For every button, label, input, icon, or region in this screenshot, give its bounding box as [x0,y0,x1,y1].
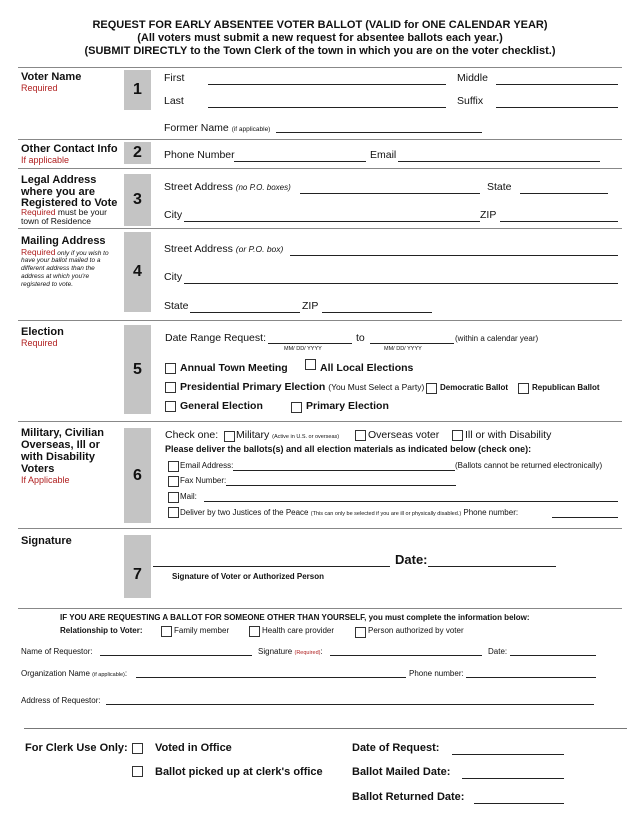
middle-label: Middle [457,72,488,84]
mail-delivery-field[interactable] [204,501,618,502]
required-label: Required [21,338,58,348]
annual-town-meeting-label: Annual Town Meeting [180,362,288,374]
mail-delivery-label: Mail: [180,492,197,501]
presidential-primary-checkbox[interactable] [165,382,176,393]
legal-state-field[interactable] [520,193,608,194]
city-label: City [164,271,183,283]
section-title: Voter Name [21,71,82,83]
phone-field[interactable] [234,161,366,162]
overseas-voter-checkbox[interactable] [355,430,366,441]
date-format-hint: MM/ DD/ YYYY [384,346,422,352]
last-name-field[interactable] [208,107,446,108]
divider [24,728,627,729]
justices-phone-label: Phone number: [463,508,519,517]
justices-text: Deliver by two Justices of the Peace [180,508,309,517]
section-title: with Disability [21,451,95,463]
republican-ballot-checkbox[interactable] [518,383,529,394]
street-text: Street Address [164,243,233,255]
section-number: 5 [124,325,151,414]
voter-signature-field[interactable] [153,566,390,567]
mailing-city-field[interactable] [184,283,618,284]
organization-label [21,669,127,678]
date-format-hint: MM/ DD/ YYYY [284,346,322,352]
family-member-checkbox[interactable] [161,626,172,637]
justices-delivery-label [180,508,518,517]
section-number: 3 [124,174,151,226]
section-title: Overseas, Ill or [21,439,100,451]
ill-disability-checkbox[interactable] [452,430,463,441]
street-note: (or P.O. box) [235,244,284,254]
street-label [164,181,291,193]
primary-election-label: Primary Election [306,400,389,412]
health-care-provider-checkbox[interactable] [249,626,260,637]
section-number [124,535,151,598]
org-note: (if applicable) [92,672,125,678]
ballot-picked-up-checkbox[interactable] [132,766,143,777]
requestor-name-label: Name of Requestor: [21,647,93,656]
legal-zip-field[interactable] [500,221,618,222]
requestor-heading: IF YOU ARE REQUESTING A BALLOT FOR SOMEONE OTHER THAN YOURSELF, you must complete the information below: [60,613,530,622]
health-care-provider-label: Health care provider [262,626,335,635]
overseas-voter-label: Overseas voter [368,429,440,441]
justices-phone-field[interactable] [552,517,618,518]
requestor-address-field[interactable] [106,704,594,705]
colon: : [320,647,323,656]
date-of-request-field[interactable] [452,754,564,755]
requestor-phone-label: Phone number: [409,669,464,678]
section-note [21,247,109,257]
note-text: address at which you're [21,273,90,280]
form-subtitle: (All voters must submit a new request for absentee ballots each year.) [137,32,503,44]
relationship-label: Relationship to Voter: [60,626,143,635]
colon: : [124,669,128,678]
justices-delivery-checkbox[interactable] [168,507,179,518]
divider [18,67,622,68]
date-of-request-label: Date of Request: [352,742,440,754]
family-member-label: Family member [174,626,230,635]
section-title: Other Contact Info [21,143,118,155]
party-note: (You Must Select a Party) [328,382,425,392]
mailing-street-field[interactable] [290,255,618,256]
ill-disability-label: Ill or with Disability [465,429,552,441]
street-label [164,243,283,255]
military-checkbox[interactable] [224,431,235,442]
within-year-note: (within a calendar year) [455,334,539,343]
general-election-label: General Election [180,400,263,412]
section-title: Election [21,326,64,338]
democratic-ballot-label: Democratic Ballot [440,383,509,392]
signature-date-field[interactable] [428,566,556,567]
fax-delivery-label: Fax Number: [180,476,227,485]
republican-ballot-label: Republican Ballot [532,383,600,392]
military-label [236,429,339,441]
military-note: (Active in U.S. or overseas) [272,434,340,440]
fax-delivery-field[interactable] [226,485,456,486]
person-authorized-checkbox[interactable] [355,627,366,638]
mailing-zip-field[interactable] [322,312,432,313]
check-one-label: Check one: [165,429,219,441]
last-label: Last [164,95,184,107]
suffix-field[interactable] [496,107,618,108]
presidential-primary-label [180,381,424,393]
note-text: have your ballot mailed to a [21,257,101,264]
zip-label: ZIP [302,300,319,312]
requestor-signature-field[interactable] [330,655,482,656]
former-name-field[interactable] [276,132,482,133]
voted-in-office-checkbox[interactable] [132,743,143,754]
city-label: City [164,209,183,221]
general-election-checkbox[interactable] [165,401,176,412]
former-name-text: Former Name [164,122,229,134]
state-label: State [487,181,512,193]
first-label: First [164,72,185,84]
required-label: (Required) [294,650,321,656]
mailing-state-field[interactable] [190,312,300,313]
date-from-field[interactable] [268,343,352,344]
street-note: (no P.O. boxes) [235,183,291,192]
middle-name-field[interactable] [496,84,618,85]
email-delivery-checkbox[interactable] [168,461,179,472]
email-label: Email [370,149,397,161]
legal-street-field[interactable] [300,193,480,194]
all-local-elections-label: All Local Elections [320,362,414,374]
requestor-date-label: Date: [488,647,508,656]
section-title: Registered to Vote [21,197,118,209]
former-name-label [164,122,270,134]
zip-label: ZIP [480,209,497,221]
ballot-mailed-date-label: Ballot Mailed Date: [352,766,451,778]
note-text: registered to vote. [21,281,74,288]
divider [18,528,622,529]
signature-date-label: Date: [395,552,428,567]
required-label: Required [21,207,56,217]
form-instructions: (SUBMIT DIRECTLY to the Town Clerk of the town in which you are on the voter checklist.) [84,45,556,57]
all-local-elections-checkbox[interactable] [305,359,316,370]
signature-caption: Signature of Voter or Authorized Person [172,572,325,581]
section-number: 6 [124,428,151,523]
note-text: only if you wish to [55,250,109,257]
street-text: Street Address [164,181,233,193]
requestor-signature-label [258,647,323,656]
voted-in-office-label: Voted in Office [155,742,232,754]
suffix-label: Suffix [457,95,484,107]
justices-note: (This can only be selected if you are ill or physically disabled.) [310,511,462,517]
required-label: If applicable [21,155,70,165]
primary-election-checkbox[interactable] [291,402,302,413]
ballot-mailed-date-field[interactable] [462,778,564,779]
to-label: to [356,332,365,344]
email-delivery-field[interactable] [233,470,455,471]
ballot-picked-up-label: Ballot picked up at clerk's office [155,766,323,778]
person-authorized-label: Person authorized by voter [368,626,464,635]
ballot-returned-date-field[interactable] [474,803,564,804]
former-name-note: (if applicable) [231,126,271,133]
requestor-name-field[interactable] [100,655,252,656]
note-text: different address than the [21,265,95,272]
state-label: State [164,300,189,312]
military-text: Military [236,429,270,441]
email-delivery-note: (Ballots cannot be returned electronically) [455,461,603,470]
mail-delivery-checkbox[interactable] [168,492,179,503]
divider [18,608,622,609]
requestor-address-label: Address of Requestor: [21,696,101,705]
email-delivery-label: Email Address: [180,461,234,470]
required-label: Required [21,83,58,93]
note-text: must be your [55,207,107,217]
section-title: Legal Address [21,174,97,186]
section-number: 2 [124,142,151,164]
divider [18,168,622,169]
date-range-label: Date Range Request: [165,332,266,344]
legal-city-field[interactable] [184,221,480,222]
date-to-field[interactable] [370,343,454,344]
signature-text: Signature [258,647,293,656]
section-title: where you are [21,186,95,198]
required-label: If Applicable [21,475,70,485]
required-label: Required [21,247,56,257]
section-number-text: 7 [133,566,142,583]
section-title: Mailing Address [21,235,106,247]
section-number: 4 [124,232,151,312]
phone-label: Phone Number [164,149,235,161]
requestor-date-field[interactable] [510,655,596,656]
section-title: Voters [21,463,55,475]
presidential-text: Presidential Primary Election [180,381,326,393]
clerk-use-label: For Clerk Use Only: [25,742,128,754]
section-title: Signature [21,535,72,547]
organization-field[interactable] [136,677,406,678]
divider [18,320,622,321]
delivery-instructions: Please deliver the ballots(s) and all election materials as indicated below (check one): [165,444,532,454]
divider [18,421,622,422]
divider [18,228,622,229]
divider [18,139,622,140]
email-field[interactable] [398,161,600,162]
annual-town-meeting-checkbox[interactable] [165,363,176,374]
requestor-phone-field[interactable] [466,677,596,678]
ballot-returned-date-label: Ballot Returned Date: [352,791,465,803]
fax-delivery-checkbox[interactable] [168,476,179,487]
form-title: REQUEST FOR EARLY ABSENTEE VOTER BALLOT (VALID for ONE CALENDAR YEAR) [92,19,548,31]
org-text: Organization Name [21,669,90,678]
democratic-ballot-checkbox[interactable] [426,383,437,394]
first-name-field[interactable] [208,84,446,85]
section-title: Military, Civilian [21,427,104,439]
note-text: town of Residence [21,216,91,226]
section-number: 1 [124,70,151,110]
